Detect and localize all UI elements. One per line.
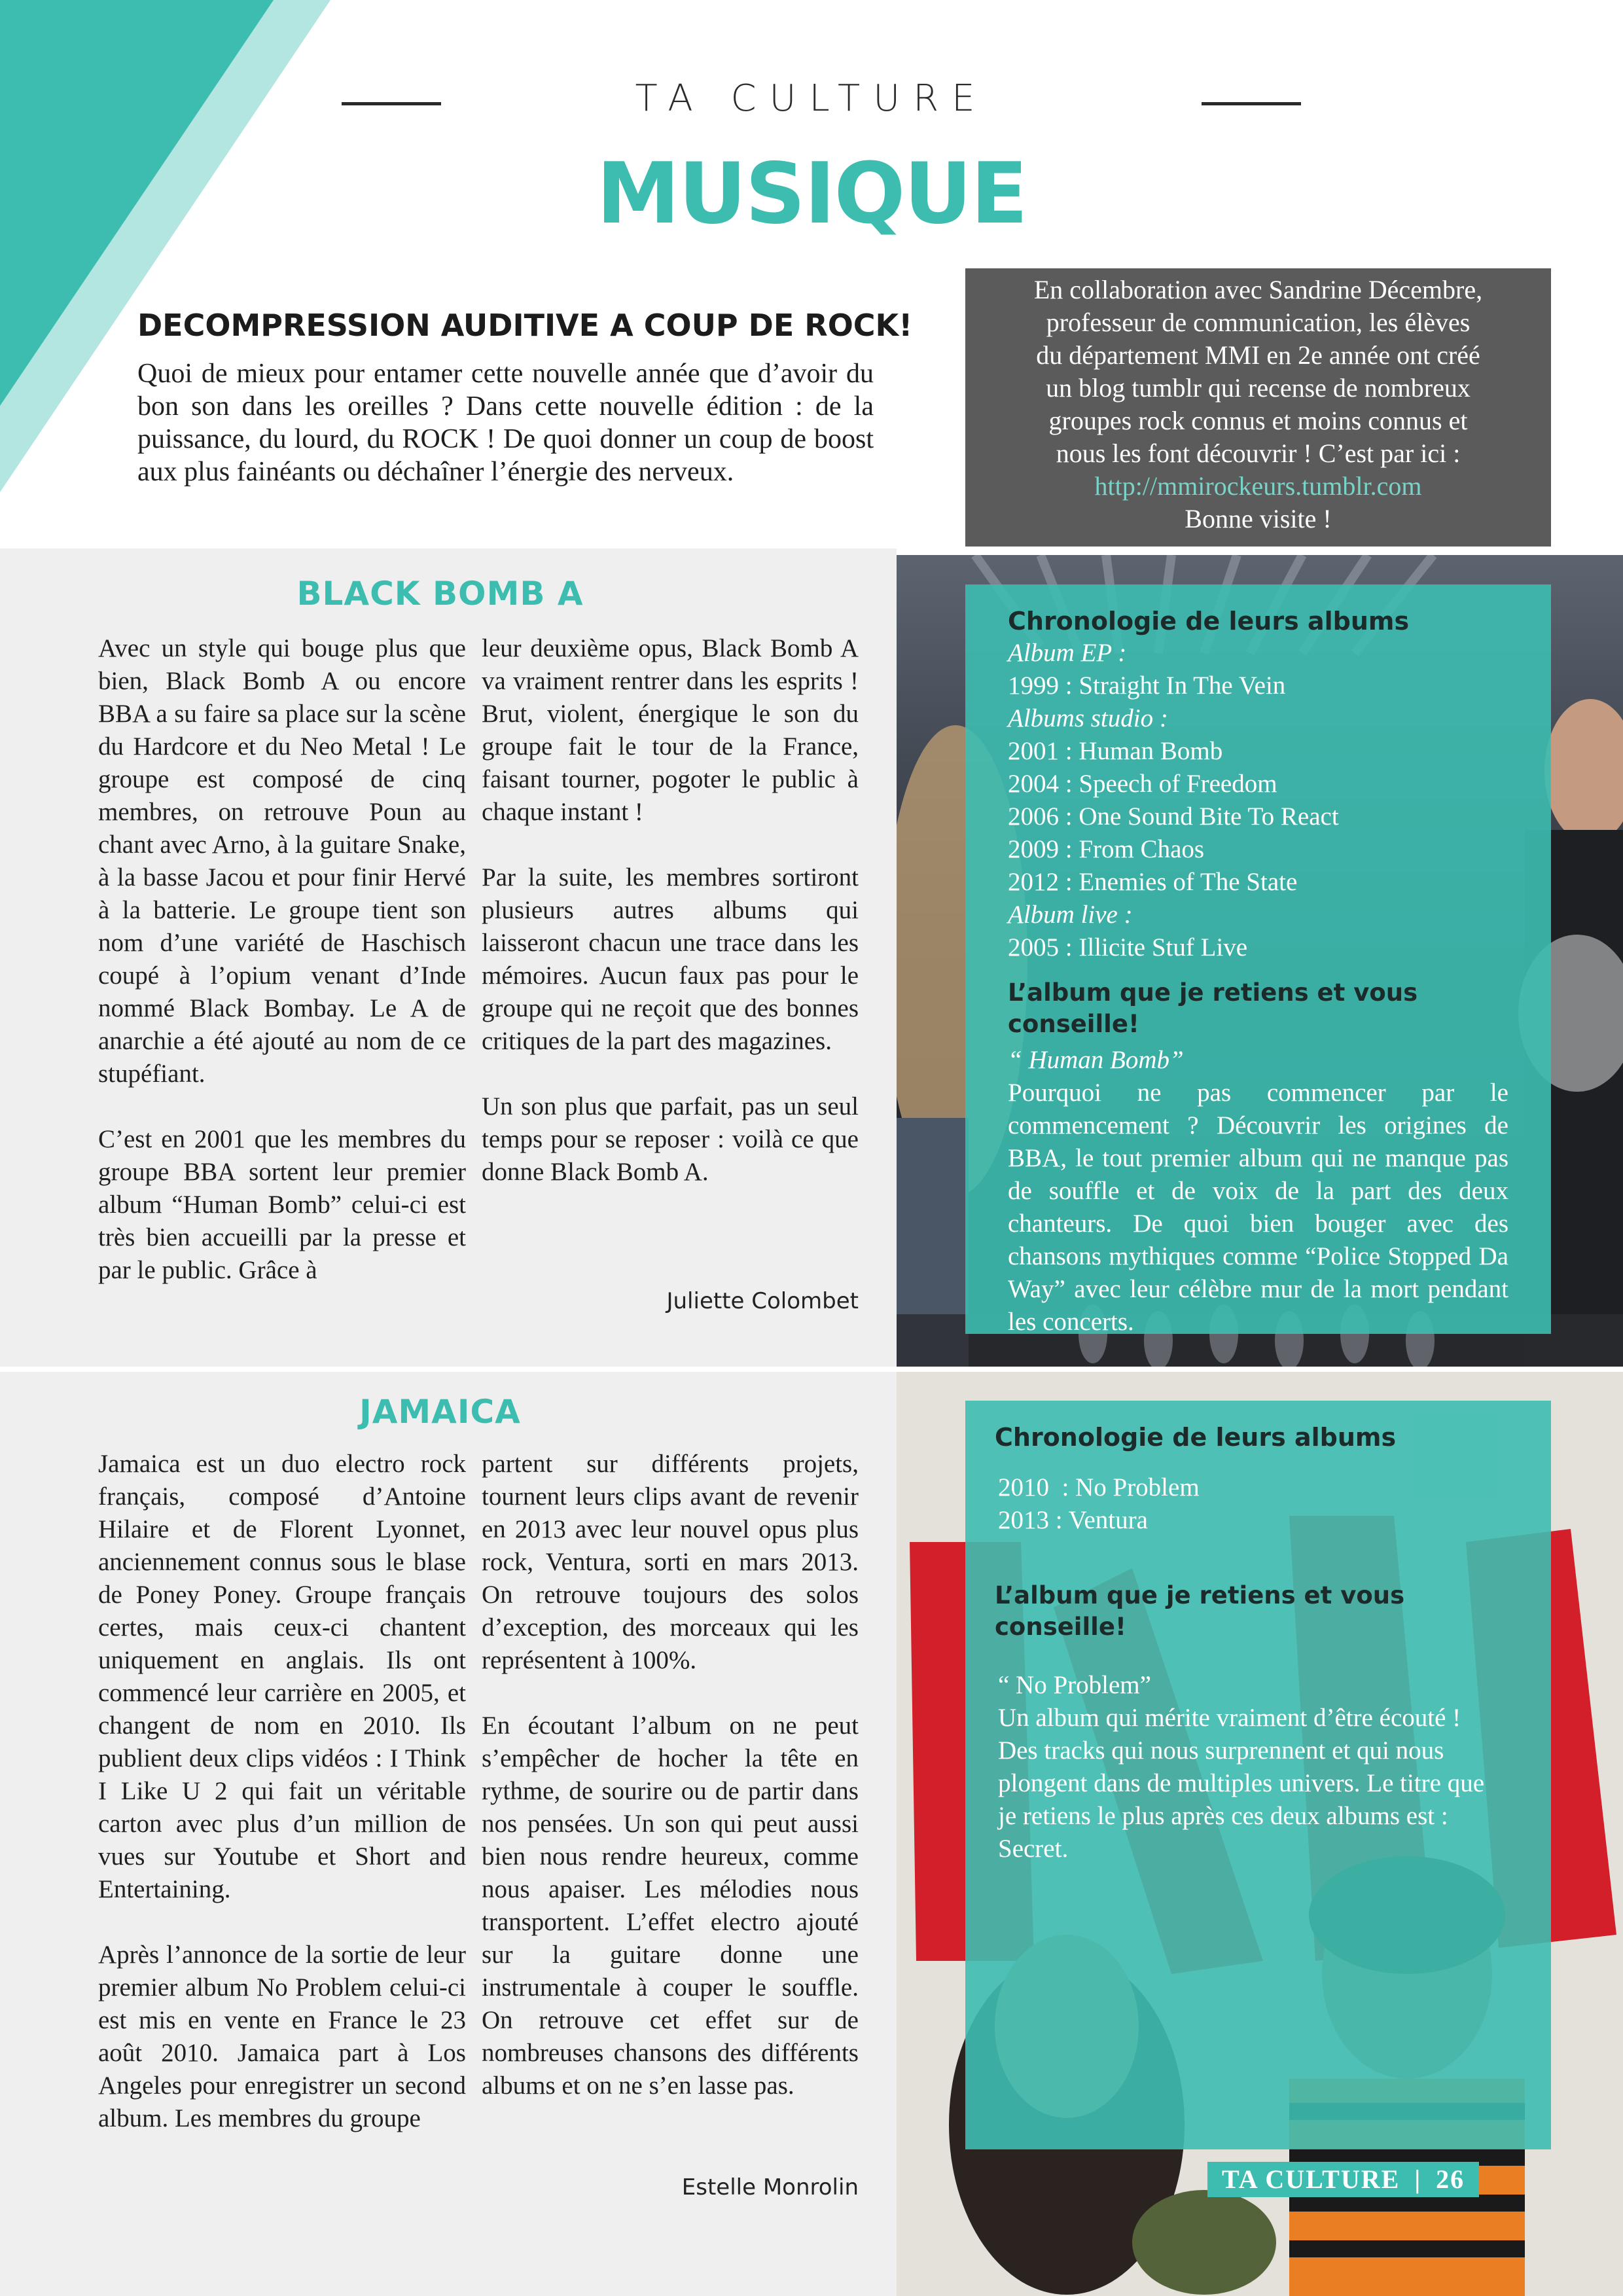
collab-line: nous les font découvrir ! C’est par ici : xyxy=(1056,439,1461,468)
bba-album-line: 2004 : Speech of Freedom xyxy=(1008,770,1277,798)
bba-album-box xyxy=(965,584,1551,1334)
footer-section: TA CULTURE xyxy=(1222,2164,1400,2194)
collab-line: professeur de communication, les élèves xyxy=(1046,308,1471,337)
page-footer-tag xyxy=(1207,2162,1479,2197)
bba-album-line: 2012 : Enemies of The State xyxy=(1008,868,1298,896)
bba-column-1 xyxy=(98,632,466,1287)
collab-line: un blog tumblr qui recense de nombreux xyxy=(1046,373,1471,403)
tumblr-link[interactable]: http://mmirockeurs.tumblr.com xyxy=(1094,471,1422,501)
jamaica-column-1 xyxy=(98,1448,466,2135)
bba-title: BLACK BOMB A xyxy=(296,575,584,613)
page-number: 26 xyxy=(1436,2164,1465,2194)
collab-line: En collaboration avec Sandrine Décembre, xyxy=(1033,275,1483,304)
jamaica-album-line: 2010 : No Problem xyxy=(998,1473,1200,1501)
collab-line: du département MMI en 2e année ont créé xyxy=(1036,340,1480,370)
bba-album-line: 2005 : Illicite Stuf Live xyxy=(1008,933,1248,961)
intro-body: Quoi de mieux pour entamer cette nouvelle année que d’avoir du bon son dans les oreilles ? Dans cette nouvelle édition : de la puissance, du lourd, du ROCK ! De quoi donner un coup de boost aux plus fainéants ou déchaîner l’énergie des nerveux. xyxy=(137,359,874,487)
bba-album-list xyxy=(1008,637,1508,964)
collaboration-box xyxy=(965,268,1551,547)
jamaica-paragraph: En écoutant l’album on ne peut s’empêcher de hocher la tête en rythme, de sourire ou de partir dans nos pensées. Un son qui peut aussi bien nous rendre heureux, comme nous apaiser. Les mélodies nous transportent. L’effet electro ajouté sur la guitare donne une instrumentale à couper le souffle. On retrouve cet effet sur de nombreuses chansons des différents albums et on ne s’en lasse pas. xyxy=(482,1712,859,2100)
bba-pick-title: “ Human Bomb” xyxy=(1008,1046,1184,1074)
jamaica-column-2 xyxy=(482,1448,859,2102)
intro-heading: DECOMPRESSION AUDITIVE A COUP DE ROCK! xyxy=(137,308,913,343)
bba-album-line: Album EP : xyxy=(1008,639,1127,667)
bba-album-line: Album live : xyxy=(1008,901,1133,929)
bba-album-line: 2001 : Human Bomb xyxy=(1008,737,1223,765)
footer-separator: | xyxy=(1414,2164,1422,2194)
bba-column-2 xyxy=(482,632,859,1189)
jamaica-pick-title: “ No Problem” xyxy=(998,1671,1151,1699)
bba-author: Juliette Colombet xyxy=(666,1288,859,1314)
jamaica-paragraph: partent sur différents projets, tournent leurs clips avant de revenir en 2013 avec leur nouvel opus plus rock, Ventura, sorti en mars 2013. On retrouve toujours des solos d’exception, des morceaux qui les représentent à 100%. xyxy=(482,1450,859,1674)
collab-closing: Bonne visite ! xyxy=(1185,504,1332,533)
bba-pick-body: Pourquoi ne pas commencer par le commencement ? Découvrir les origines de BBA, le tout premier album qui ne manque pas de souffle et de voix de la part des deux chanteurs. De quoi bien bouger avec des chansons mythiques comme “Police Stopped Da Way” avec leur célèbre mur de la mort pendant les concerts. xyxy=(1008,1079,1508,1336)
bba-album-line: 2009 : From Chaos xyxy=(1008,835,1205,863)
jamaica-title: JAMAICA xyxy=(359,1393,521,1431)
jamaica-chronology-heading: Chronologie de leurs albums xyxy=(995,1423,1397,1452)
bba-paragraph: C’est en 2001 que les membres du groupe BBA sortent leur premier album “Human Bomb” celui-ci est très bien accueilli par la presse et par le public. Grâce à xyxy=(98,1125,466,1284)
bba-chronology-heading: Chronologie de leurs albums xyxy=(1008,607,1410,636)
jamaica-paragraph: Jamaica est un duo electro rock français, composé d’Antoine Hilaire et de Florent Lyonnet, anciennement connus sous le blase de Poney Poney. Groupe français certes, mais ceux-ci chantent uniquement en anglais. Ils ont commencé leur carrière en 2005, et changent de nom en 2010. Ils publient deux clips vidéos : I Think I Like U 2 qui fait un véritable carton avec plus d’un million de vues sur Youtube et Short and Entertaining. xyxy=(98,1450,466,1903)
section-kicker: TA CULTURE xyxy=(635,77,988,120)
bba-paragraph: Un son plus que parfait, pas un seul temps pour se reposer : voilà ce que donne Black Bomb A. xyxy=(482,1092,859,1186)
bba-album-line: Albums studio : xyxy=(1008,704,1168,732)
jamaica-author: Estelle Monrolin xyxy=(681,2174,859,2200)
jamaica-paragraph: Après l’annonce de la sortie de leur premier album No Problem celui-ci est mis en vente en France le 23 août 2010. Jamaica part à Los Angeles pour enregistrer un second album. Les membres du groupe xyxy=(98,1941,466,2132)
bba-paragraph: Par la suite, les membres sortiront plusieurs autres albums qui laisseront chacun une trace dans les mémoires. Aucun faux pas pour le groupe qui ne reçoit que des bonnes critiques de la part des magazines. xyxy=(482,863,859,1055)
bba-paragraph: leur deuxième opus, Black Bomb A va vraiment rentrer dans les esprits ! Brut, violent, énergique le son du groupe fait le tour de la France, faisant tourner, pogoter le public à chaque instant ! xyxy=(482,634,859,826)
jamaica-album-list xyxy=(995,1471,1522,1537)
section-divider xyxy=(0,1367,1623,1372)
bba-pick-heading: L’album que je retiens et vous conseille! xyxy=(1008,978,1418,1038)
bba-paragraph: Avec un style qui bouge plus que bien, Black Bomb A ou encore BBA a su faire sa place sur la scène du Hardcore et du Neo Metal ! Le groupe est composé de cinq membres, on retrouve Poun au chant avec Arno, à la guitare Snake, à la basse Jacou et pour finir Hervé à la batterie. Le groupe tient son nom d’une variété de Haschisch coupé à l’opium venant d’Inde nommé Black Bombay. Le A de anarchie a été ajouté au nom de ce stupéfiant. xyxy=(98,634,466,1088)
jamaica-album-box xyxy=(965,1401,1551,2149)
collab-line: groupes rock connus et moins connus et xyxy=(1048,406,1468,435)
page-title: MUSIQUE xyxy=(596,145,1027,243)
jamaica-pick-body: Un album qui mérite vraiment d’être écouté ! Des tracks qui nous surprennent et qui nous plongent dans de multiples univers. Le titre que je retiens le plus après ces deux albums est : Secret. xyxy=(998,1704,1484,1863)
jamaica-album-line: 2013 : Ventura xyxy=(998,1506,1148,1534)
bba-album-line: 2006 : One Sound Bite To React xyxy=(1008,802,1339,831)
bba-album-line: 1999 : Straight In The Vein xyxy=(1008,672,1286,700)
jamaica-pick-heading: L’album que je retiens et vous conseille! xyxy=(995,1581,1405,1641)
